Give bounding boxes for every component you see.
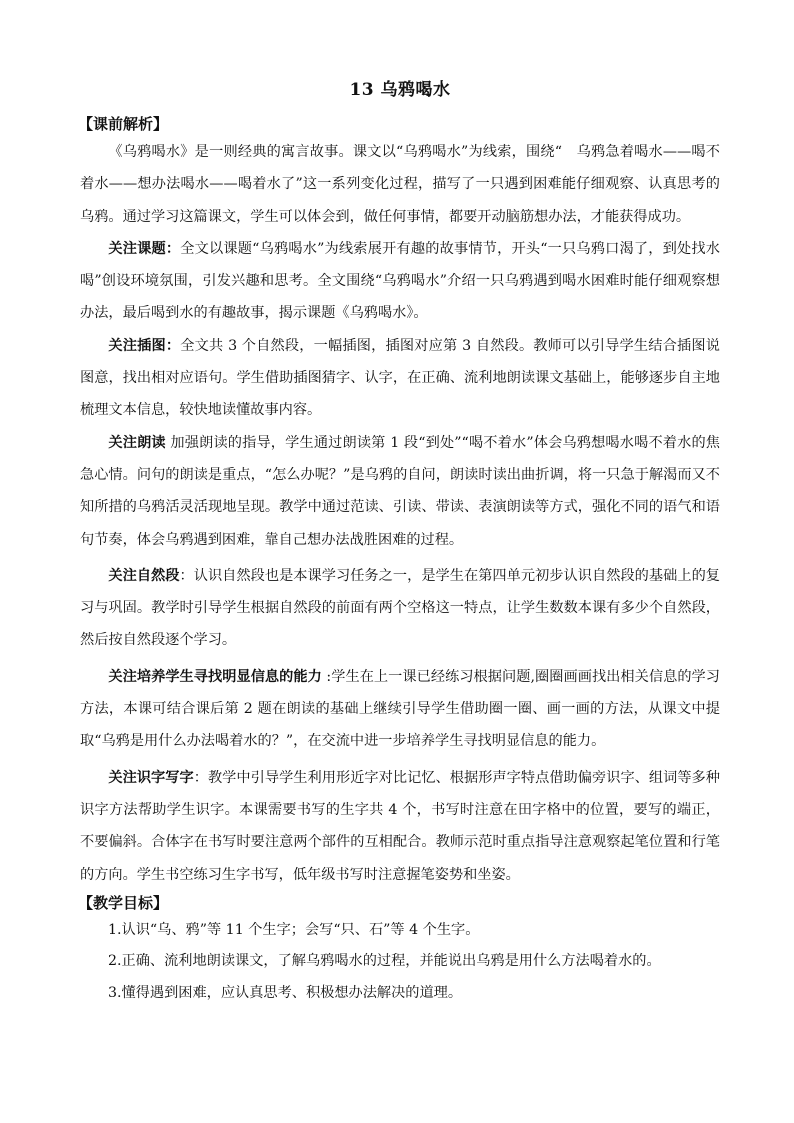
focus-label: 关注培养学生寻找明显信息的能力 — [108, 668, 322, 685]
list-item: 1.认识“乌、鸦”等 11 个生字；会写“只、石”等 4 个生字。 — [108, 921, 480, 938]
focus-label: 关注自然段 — [108, 567, 180, 584]
list-item: 3.懂得遇到困难，应认真思考、积极想办法解决的道理。 — [108, 984, 463, 1001]
section-heading-teaching-goals: 【教学目标】 — [78, 893, 169, 912]
focus-text: 全文以课题“乌鸦喝水”为线索展开有趣的故事情节，开头“一只乌鸦口渴了，到处找水喝”创设环境氛围，引发兴趣和思考。全文围绕“乌鸦喝水”介绍一只乌鸦遇到喝水困难时能仔细观察想办法，最后喝到水的有趣故事，揭示课题《乌鸦喝水》。 — [80, 240, 720, 322]
focus-text: ：教学中引导学生利用形近字对比记忆、根据形声字特点借助偏旁识字、组词等多种识字方法帮助学生识字。本课需要书写的生字共 4 个，书写时注意在田字格中的位置，要写的端正，不要偏斜。合体字在书写时要注意两个部件的互相配合。教师示范时重点指导注意观察起笔位置和行笔的方向。学生书空练习生字书写，低年级书写时注意握笔姿势和坐姿。 — [80, 769, 720, 883]
focus-text: ：认识自然段也是本课学习任务之一，是学生在第四单元初步认识自然段的基础上的复习与巩固。教学时引导学生根据自然段的前面有两个空格这一特点，让学生数数本课有多少个自然段，然后按自然段逐个学习。 — [80, 567, 720, 649]
focus-label: 关注插图： — [108, 337, 181, 354]
focus-text: 全文共 3 个自然段，一幅插图，插图对应第 3 自然段。教师可以引导学生结合插图说图意，找出相对应语句。学生借助插图猜字、认字，在正确、流利地朗读课文基础上，能够逐步自主地梳理文本信息，较快地读懂故事内容。 — [80, 337, 720, 419]
list-item: 2.正确、流利地朗读课文，了解乌鸦喝水的过程，并能说出乌鸦是用什么方法喝着水的。 — [108, 953, 661, 970]
lesson-title: 13 乌鸦喝水 — [349, 80, 451, 100]
focus-paragraph-title — [80, 233, 720, 330]
focus-label: 关注课题： — [108, 240, 181, 257]
focus-paragraph-natural-paragraph — [80, 560, 720, 657]
focus-label: 关注识字写字 — [108, 769, 194, 786]
focus-label: 关注朗读 — [108, 434, 166, 451]
focus-paragraph-illustration — [80, 330, 720, 427]
focus-paragraph-reading — [80, 427, 720, 556]
teaching-goals-list — [80, 915, 720, 1010]
section-heading-pre-analysis: 【课前解析】 — [78, 115, 169, 133]
focus-paragraph-information-ability — [80, 661, 720, 758]
focus-text: :学生在上一课已经练习根据问题,圈圈画画找出相关信息的学习方法，本课可结合课后第 2 题在朗读的基础上继续引导学生借助圈一圈、画一画的方法，从课文中提取“乌鸦是用什么办法喝着水的？”，在交流中进一步培养学生寻找明显信息的能力。 — [80, 668, 720, 750]
focus-text: 加强朗读的指导，学生通过朗读第 1 段“到处”“喝不着水”体会乌鸦想喝水喝不着水的焦急心情。问句的朗读是重点，“怎么办呢？”是乌鸦的自问，朗读时读出曲折调，将一只急于解渴而又不知所措的乌鸦活灵活现地呈现。教学中通过范读、引读、带读、表演朗读等方式，强化不同的语气和语句节奏，体会乌鸦遇到困难，靠自己想办法战胜困难的过程。 — [80, 434, 720, 548]
document-page — [80, 78, 720, 1009]
intro-paragraph: 《乌鸦喝水》是一则经典的寓言故事。课文以“乌鸦喝水”为线索，围绕“ 乌鸦急着喝水——喝不着水——想办法喝水——喝着水了”这一系列变化过程，描写了一只遇到困难能仔细观察、认真思考的乌鸦。通过学习这篇课文，学生可以体会到，做任何事情，都要开动脑筋想办法，才能获得成功。 — [80, 144, 720, 225]
focus-paragraph-literacy-writing — [80, 762, 720, 891]
